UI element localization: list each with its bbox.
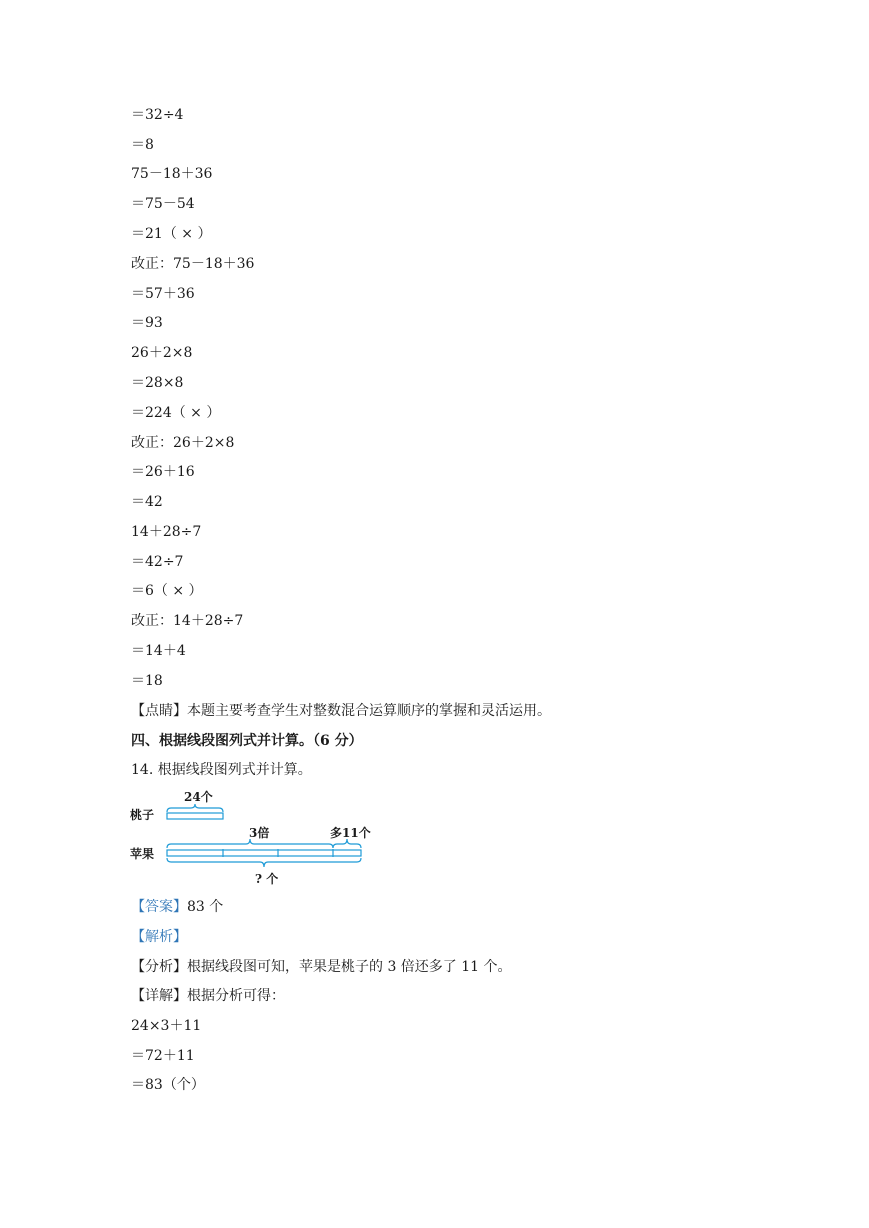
- calc-line: ＝6（ × ）: [131, 583, 203, 599]
- calc-line: ＝18: [131, 673, 163, 689]
- answer-value: 83 个: [187, 899, 224, 915]
- peach-segment: [167, 813, 223, 819]
- calc-line: ＝42: [131, 494, 163, 510]
- analysis-tag: 【解析】: [131, 929, 187, 945]
- step-line: ＝83（个）: [131, 1077, 205, 1093]
- calc-line: ＝8: [131, 137, 154, 153]
- calc-line: ＝21（ × ）: [131, 226, 212, 242]
- unknown-label: ? 个: [255, 872, 279, 886]
- times-label: 3倍: [249, 826, 270, 840]
- calc-line: ＝93: [131, 315, 163, 331]
- calc-line: ＝26＋16: [131, 464, 195, 480]
- calc-line: ＝224（ × ）: [131, 405, 221, 421]
- calc-line: 26＋2×8: [131, 345, 193, 361]
- times-brace: [167, 839, 333, 848]
- answer-tag: 【答案】: [131, 899, 187, 915]
- calc-line: ＝57＋36: [131, 286, 195, 302]
- detail-text: 【详解】根据分析可得：: [131, 988, 285, 1004]
- summary-note: 【点睛】本题主要考查学生对整数混合运算顺序的掌握和灵活运用。: [131, 703, 551, 719]
- calc-line: ＝42÷7: [131, 554, 184, 570]
- question-text: 14. 根据线段图列式并计算。: [131, 762, 312, 778]
- calc-line: ＝14＋4: [131, 643, 186, 659]
- calc-line: ＝75－54: [131, 196, 195, 212]
- correction-line: 改正：75－18＋36: [131, 256, 255, 272]
- calc-line: ＝32÷4: [131, 107, 184, 123]
- apple-label: 苹果: [130, 847, 155, 861]
- total-brace: [167, 858, 361, 867]
- calc-line: 14＋28÷7: [131, 524, 202, 540]
- calc-line: ＝28×8: [131, 375, 184, 391]
- section-heading: 四、根据线段图列式并计算。（6 分）: [131, 733, 363, 749]
- answer-line: [131, 898, 223, 916]
- apple-segment: [167, 850, 361, 856]
- step-line: 24×3＋11: [131, 1018, 202, 1034]
- peach-brace: [167, 804, 223, 812]
- correction-line: 改正：26＋2×8: [131, 435, 235, 451]
- more-brace: [333, 839, 361, 848]
- analysis-text: 【分析】根据线段图可知，苹果是桃子的 3 倍还多了 11 个。: [131, 959, 512, 975]
- peach-value-label: 24个: [184, 790, 213, 804]
- more-label: 多11个: [330, 826, 371, 840]
- step-line: ＝72＋11: [131, 1048, 195, 1064]
- correction-line: 改正：14＋28÷7: [131, 613, 244, 629]
- segment-diagram: [128, 788, 378, 888]
- calc-line: 75－18＋36: [131, 166, 213, 182]
- peach-label: 桃子: [130, 808, 155, 822]
